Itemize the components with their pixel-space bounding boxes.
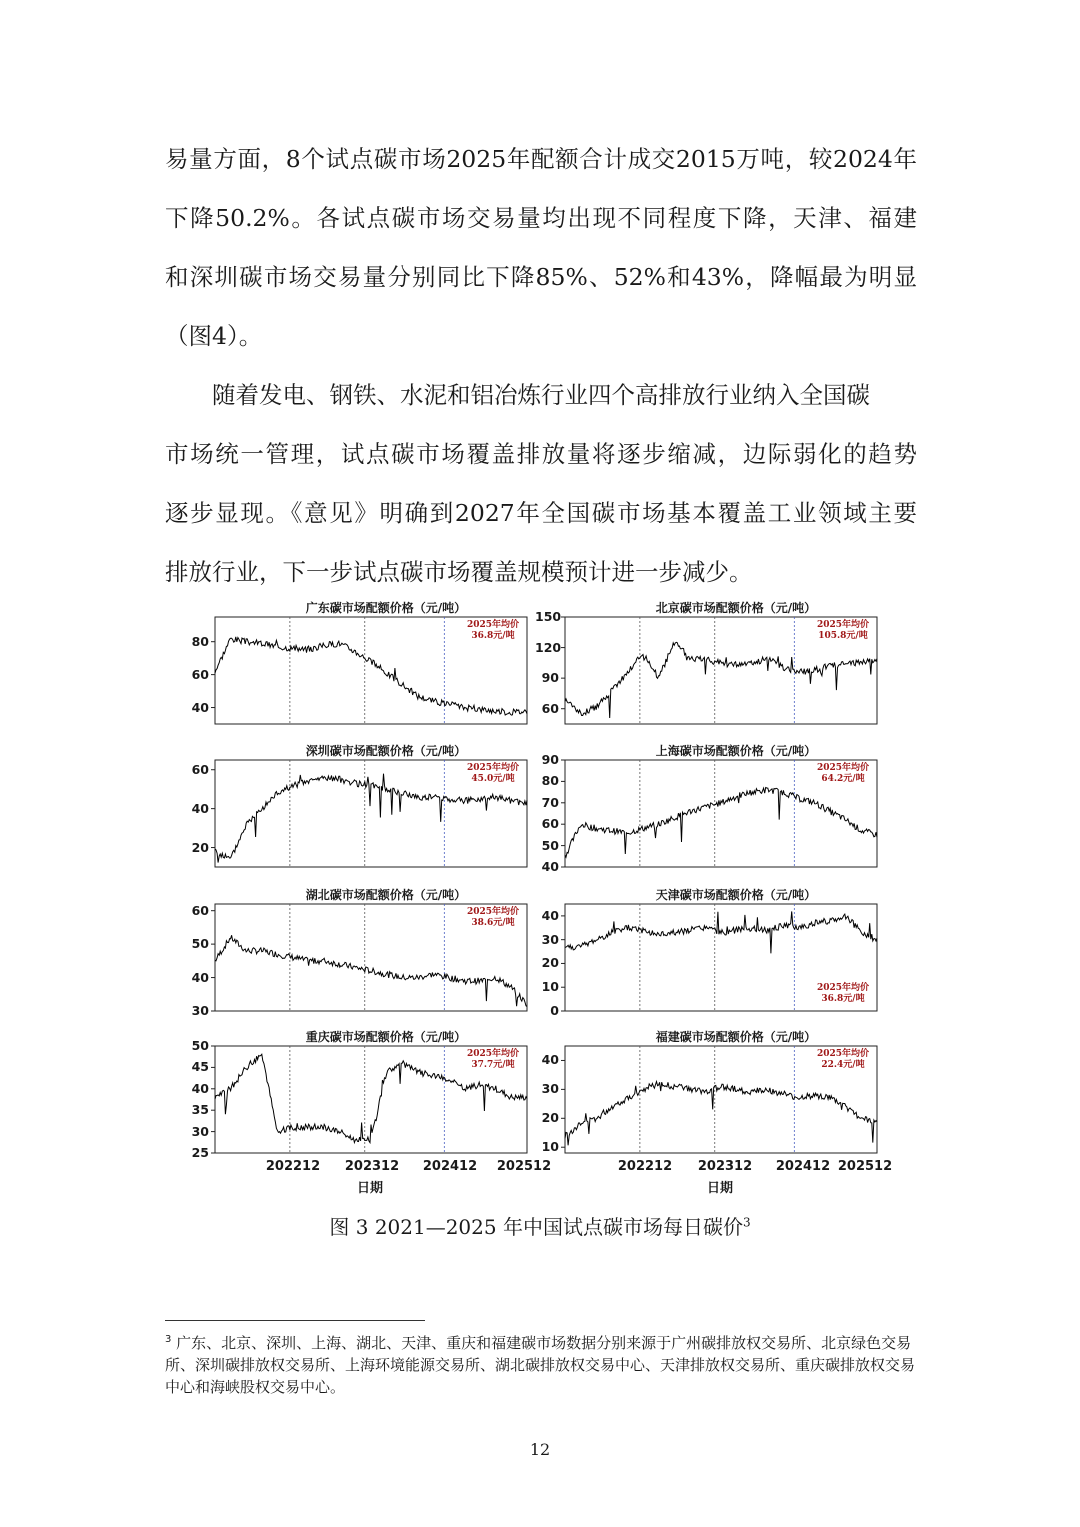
- y-tick-label: 10: [541, 979, 559, 995]
- y-tick-label: 40: [191, 1080, 209, 1096]
- x-tick-label: 202412: [775, 1159, 831, 1174]
- y-tick-label: 20: [191, 839, 209, 855]
- chart-panel: [175, 744, 525, 893]
- y-tick-label: 20: [541, 1110, 559, 1126]
- page-number: 12: [529, 1440, 551, 1459]
- chart-panel: [175, 1030, 525, 1179]
- average-price-annotation: 2025年均价 22.4元/吨: [816, 1049, 870, 1070]
- x-tick-label: 202512: [837, 1159, 893, 1174]
- x-tick-label: 202512: [496, 1159, 552, 1174]
- y-tick-label: 150: [535, 609, 562, 624]
- body-paragraph-1: [165, 130, 917, 366]
- chart-title: 重庆碳市场配额价格（元/吨）: [305, 1030, 467, 1044]
- y-tick-label: 25: [191, 1145, 209, 1160]
- x-axis-label: 日期: [706, 1181, 733, 1196]
- price-series-line: [215, 637, 527, 715]
- x-tick-label: 202312: [697, 1159, 753, 1174]
- x-tick-label: 202212: [617, 1159, 673, 1174]
- price-series-line: [565, 788, 877, 858]
- chart-panel: [525, 888, 875, 1037]
- paragraph-line: 易量方面，8个试点碳市场2025年配额合计成交2015万吨，较2024年: [165, 145, 917, 173]
- body-paragraph-2: [165, 366, 917, 602]
- y-tick-label: 45: [191, 1059, 209, 1075]
- average-price-annotation: 2025年均价 38.6元/吨: [466, 907, 520, 928]
- y-tick-label: 40: [541, 859, 559, 874]
- price-series-line: [565, 911, 877, 953]
- chart-title: 深圳碳市场配额价格（元/吨）: [305, 744, 467, 758]
- y-tick-label: 40: [541, 1052, 559, 1068]
- y-tick-label: 70: [541, 794, 559, 810]
- chart-title: 福建碳市场配额价格（元/吨）: [655, 1030, 817, 1044]
- chart-title: 上海碳市场配额价格（元/吨）: [655, 744, 817, 758]
- y-tick-label: 60: [191, 902, 209, 918]
- chart-panel: [175, 888, 525, 1037]
- y-tick-label: 120: [535, 639, 562, 655]
- x-tick-label: 202212: [265, 1159, 321, 1174]
- y-tick-label: 30: [191, 1123, 209, 1139]
- y-tick-label: 50: [541, 837, 559, 853]
- price-series-line: [215, 774, 527, 863]
- chart-panel: [525, 744, 875, 893]
- y-tick-label: 40: [191, 800, 209, 816]
- average-price-annotation: 2025年均价 37.7元/吨: [466, 1049, 520, 1070]
- average-price-annotation: 2025年均价 36.8元/吨: [816, 983, 870, 1004]
- x-tick-label: 202412: [422, 1159, 478, 1174]
- chart-panel: [525, 601, 875, 750]
- chart-panel: [525, 1030, 875, 1179]
- chart-title: 天津碳市场配额价格（元/吨）: [655, 888, 817, 902]
- y-tick-label: 0: [550, 1003, 559, 1018]
- y-tick-label: 80: [541, 773, 559, 789]
- footnote-text: 广东、北京、深圳、上海、湖北、天津、重庆和福建碳市场数据分别来源于广州碳排放权交易所、北京绿色交易所、深圳碳排放权交易所、上海环境能源交易所、湖北碳排放权交易中心、天津排放权交易所、重庆碳排放权交易中心和海峡股权交易中心。: [165, 1334, 916, 1396]
- footnote-marker: 3: [165, 1334, 172, 1345]
- chart-title: 湖北碳市场配额价格（元/吨）: [305, 888, 467, 902]
- footnote-rule: [165, 1320, 425, 1321]
- y-tick-label: 40: [191, 969, 209, 985]
- price-series-line: [565, 1082, 877, 1146]
- x-axis-label: 日期: [356, 1181, 383, 1196]
- paragraph-line: 排放行业，下一步试点碳市场覆盖规模预计进一步减少。: [165, 558, 753, 586]
- y-tick-label: 40: [191, 699, 209, 715]
- average-price-annotation: 2025年均价 64.2元/吨: [816, 763, 870, 784]
- chart-panel: [175, 601, 525, 750]
- y-tick-label: 60: [191, 666, 209, 682]
- footnote: [165, 1329, 917, 1398]
- y-tick-label: 20: [541, 955, 559, 971]
- paragraph-line: 逐步显现。《意见》明确到2027年全国碳市场基本覆盖工业领域主要: [165, 499, 917, 527]
- average-price-annotation: 2025年均价 45.0元/吨: [466, 763, 520, 784]
- paragraph-line: 随着发电、钢铁、水泥和铝冶炼行业四个高排放行业纳入全国碳: [212, 381, 870, 409]
- y-tick-label: 90: [541, 752, 559, 767]
- y-tick-label: 60: [541, 700, 559, 716]
- y-tick-label: 80: [191, 633, 209, 649]
- y-tick-label: 40: [541, 907, 559, 923]
- price-series-line: [565, 642, 877, 718]
- y-tick-label: 60: [191, 761, 209, 777]
- average-price-annotation: 2025年均价 105.8元/吨: [816, 620, 870, 641]
- paragraph-line: 下降50.2%。各试点碳市场交易量均出现不同程度下降，天津、福建: [165, 204, 917, 232]
- y-tick-label: 50: [191, 936, 209, 952]
- chart-title: 北京碳市场配额价格（元/吨）: [655, 601, 817, 615]
- y-tick-label: 35: [191, 1102, 209, 1118]
- y-tick-label: 30: [541, 931, 559, 947]
- price-series-line: [215, 935, 527, 1006]
- x-tick-label: 202312: [344, 1159, 400, 1174]
- average-price-annotation: 2025年均价 36.8元/吨: [466, 620, 520, 641]
- paragraph-line: 和深圳碳市场交易量分别同比下降85%、52%和43%，降幅最为明显: [165, 263, 917, 291]
- paragraph-line: （图4）。: [165, 322, 263, 350]
- y-tick-label: 60: [541, 816, 559, 832]
- chart-title: 广东碳市场配额价格（元/吨）: [305, 601, 467, 615]
- y-tick-label: 50: [191, 1038, 209, 1053]
- paragraph-line: 市场统一管理，试点碳市场覆盖排放量将逐步缩减，边际弱化的趋势: [165, 440, 917, 468]
- y-tick-label: 10: [541, 1139, 559, 1155]
- y-tick-label: 30: [541, 1081, 559, 1097]
- y-tick-label: 30: [191, 1003, 209, 1018]
- figure-caption: 图 3 2021—2025 年中国试点碳市场每日碳价$^3$: [329, 1215, 751, 1239]
- y-tick-label: 90: [541, 670, 559, 686]
